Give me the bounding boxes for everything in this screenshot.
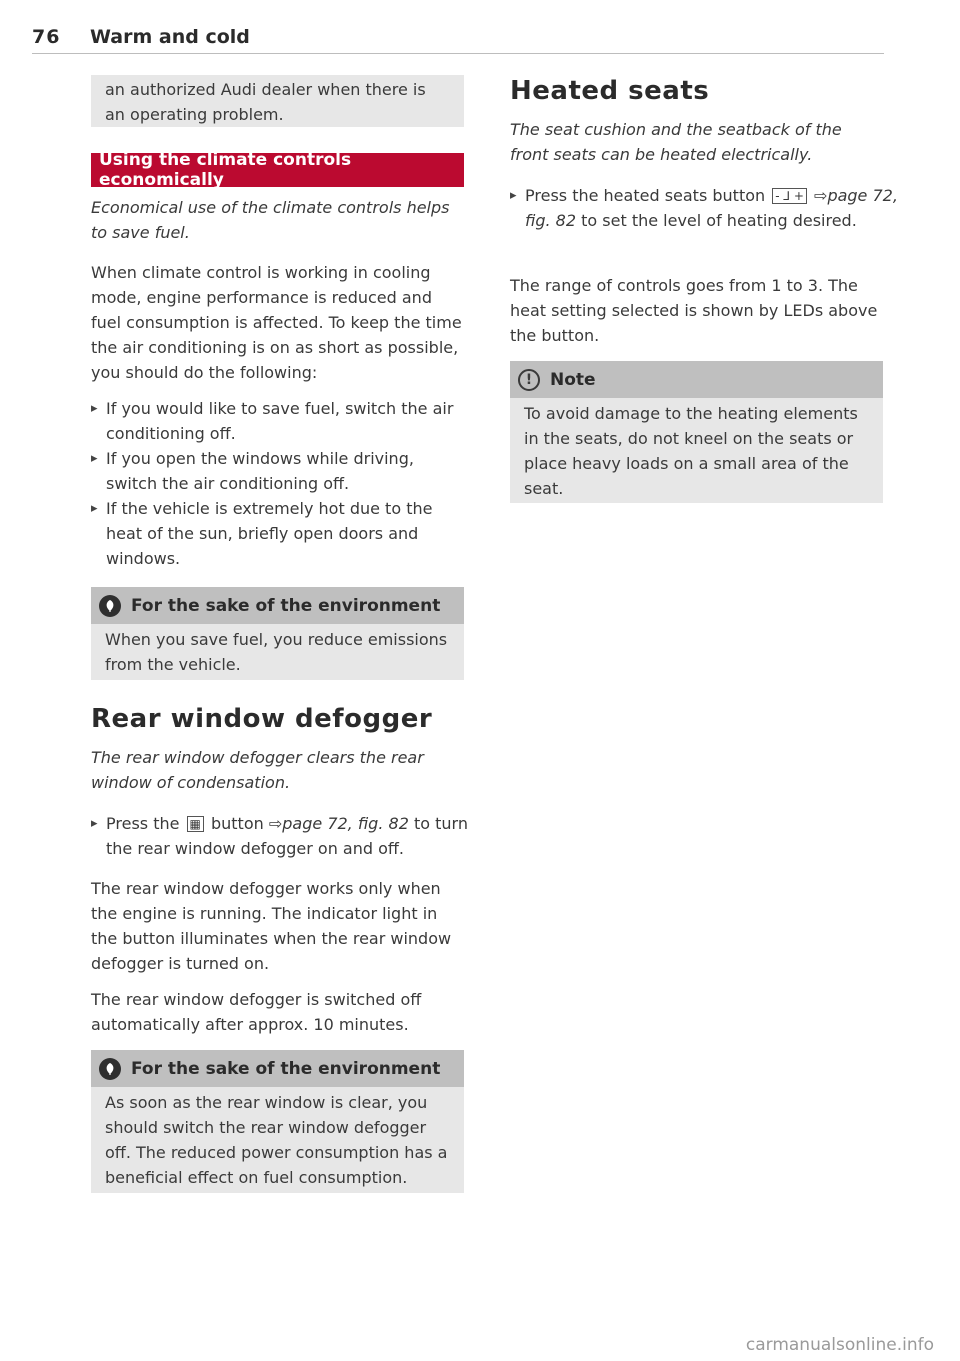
note-title: Note: [550, 369, 596, 390]
instruction-text: Press the: [106, 814, 180, 833]
economy-body: When climate control is working in cooling mode, engine performance is reduced and fuel consumption is affected. To keep the time the air conditioning is on as short as possible, you should do the following:: [91, 263, 462, 382]
environment-title: For the sake of the environment: [131, 1058, 441, 1079]
leaf-icon: [99, 595, 121, 617]
defogger-instruction: [91, 811, 479, 861]
economy-heading-text: Using the climate controls economically: [99, 150, 352, 190]
defogger-paragraph-2: The rear window defogger is switched off automatically after approx. 10 minutes.: [91, 990, 422, 1034]
environment-box-2: [91, 1050, 464, 1193]
environment-box-header: [91, 587, 464, 624]
instruction-text: Press the heated seats button: [525, 186, 766, 205]
rear-defogger-button-icon: ▦: [187, 816, 204, 832]
leaf-icon: [99, 1058, 121, 1080]
page-header: [32, 24, 884, 54]
page-reference-link[interactable]: ⇨page 72, fig. 82: [525, 186, 898, 230]
watermark: carmanualsonline.info: [745, 1335, 934, 1355]
heated-seats-instruction: [510, 183, 898, 233]
environment-box-header: [91, 1050, 464, 1087]
intro-text: an authorized Audi dealer when there is an operating problem.: [105, 80, 426, 124]
page-number: 76: [32, 26, 61, 48]
environment-text: When you save fuel, you reduce emissions from the vehicle.: [105, 630, 448, 674]
list-item: ▸ If the vehicle is extremely hot due to the heat of the sun, briefly open doors and windows.: [91, 496, 464, 571]
heated-seats-heading: Heated seats: [510, 76, 710, 106]
exclamation-icon: !: [518, 369, 540, 391]
economy-heading: [91, 150, 464, 190]
instruction-text: to set the level of heating desired.: [581, 211, 857, 230]
economy-bullets: [91, 396, 464, 571]
economy-subtitle: Economical use of the climate controls helps to save fuel.: [91, 198, 450, 242]
defogger-subtitle: The rear window defogger clears the rear window of condensation.: [91, 748, 424, 792]
note-box-header: [510, 361, 883, 398]
heated-seats-subtitle: The seat cushion and the seatback of the front seats can be heated electrically.: [510, 120, 842, 164]
defogger-heading: Rear window defogger: [91, 704, 433, 734]
note-text: To avoid damage to the heating elements in the seats, do not kneel on the seats or place heavy loads on a small area of the seat.: [524, 404, 858, 498]
instruction-text: to turn the rear window defogger on and off.: [106, 814, 468, 858]
environment-box-1: [91, 587, 464, 680]
chapter-title: Warm and cold: [90, 26, 250, 48]
defogger-paragraph-1: The rear window defogger works only when the engine is running. The indicator light in the button illuminates when the rear window defogger is turned on.: [91, 879, 452, 973]
heated-seat-button-icon: - ⅃ +: [772, 188, 807, 204]
page-reference-link[interactable]: ⇨page 72, fig. 82: [268, 814, 409, 833]
list-item: ▸ If you would like to save fuel, switch the air conditioning off.: [91, 396, 464, 446]
note-box: [510, 361, 883, 503]
list-item: ▸ If you open the windows while driving, switch the air conditioning off.: [91, 446, 464, 496]
instruction-text: button: [210, 814, 264, 833]
heated-seats-paragraph: The range of controls goes from 1 to 3. The heat setting selected is shown by LEDs above the button.: [510, 276, 878, 345]
environment-title: For the sake of the environment: [131, 595, 441, 616]
environment-text: As soon as the rear window is clear, you should switch the rear window defogger off. The reduced power consumption has a beneficial effect on fuel consumption.: [105, 1093, 448, 1187]
intro-continuation-box: [91, 75, 464, 127]
